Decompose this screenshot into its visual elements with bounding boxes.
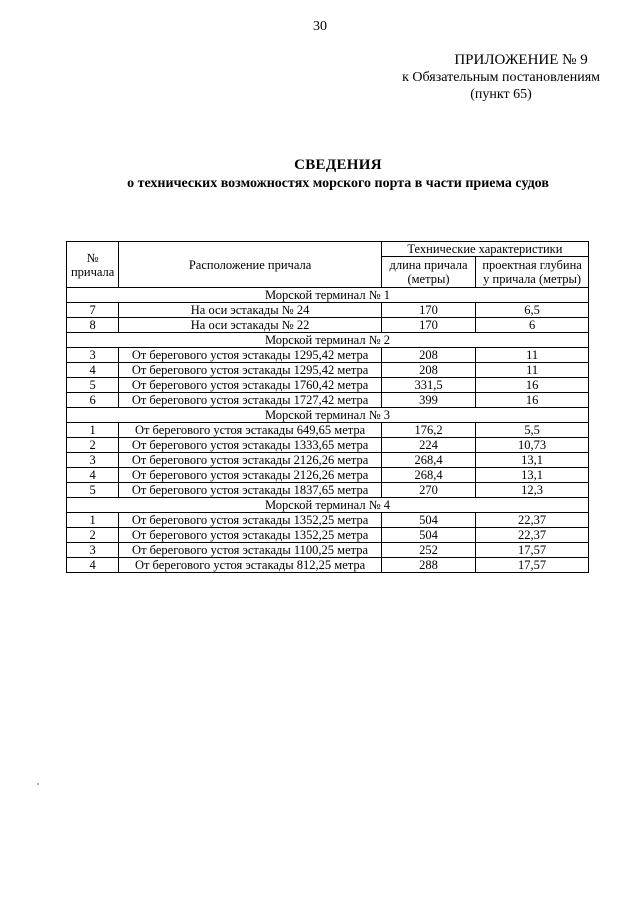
cell-length: 208 [381, 348, 475, 363]
cell-length: 176,2 [381, 423, 475, 438]
cell-depth: 17,57 [476, 543, 589, 558]
berths-table [66, 241, 589, 573]
table-row [67, 543, 589, 558]
cell-berth-no: 3 [67, 453, 119, 468]
cell-depth: 13,1 [476, 453, 589, 468]
cell-length: 288 [381, 558, 475, 573]
cell-length: 268,4 [381, 468, 475, 483]
cell-depth: 5,5 [476, 423, 589, 438]
appendix-block [402, 52, 600, 103]
table-row [67, 513, 589, 528]
terminal-header-row [67, 333, 589, 348]
cell-berth-no: 5 [67, 483, 119, 498]
scan-speck [37, 783, 39, 785]
table-row [67, 453, 589, 468]
table-row [67, 303, 589, 318]
cell-location: От берегового устоя эстакады 2126,26 метра [119, 453, 382, 468]
cell-location: На оси эстакады № 24 [119, 303, 382, 318]
cell-berth-no: 2 [67, 438, 119, 453]
document-subtitle: о технических возможностях морского порта в части приема судов [127, 176, 549, 191]
terminal-header-row [67, 408, 589, 423]
terminal-header-row [67, 288, 589, 303]
cell-location: От берегового устоя эстакады 649,65 метра [119, 423, 382, 438]
table-row [67, 318, 589, 333]
cell-depth: 16 [476, 393, 589, 408]
cell-depth: 12,3 [476, 483, 589, 498]
cell-berth-no: 5 [67, 378, 119, 393]
table-row [67, 363, 589, 378]
table-row [67, 483, 589, 498]
cell-location: От берегового устоя эстакады 1295,42 метра [119, 363, 382, 378]
cell-berth-no: 3 [67, 543, 119, 558]
cell-berth-no: 4 [67, 363, 119, 378]
cell-berth-no: 4 [67, 468, 119, 483]
table-row [67, 558, 589, 573]
cell-depth: 17,57 [476, 558, 589, 573]
terminal-name: Морской терминал № 3 [67, 408, 589, 423]
cell-length: 170 [381, 303, 475, 318]
cell-depth: 16 [476, 378, 589, 393]
cell-depth: 11 [476, 348, 589, 363]
cell-berth-no: 6 [67, 393, 119, 408]
cell-location: От берегового устоя эстакады 1333,65 метра [119, 438, 382, 453]
header-length: длина причала (метры) [381, 257, 475, 288]
cell-location: На оси эстакады № 22 [119, 318, 382, 333]
cell-location: От берегового устоя эстакады 1727,42 метра [119, 393, 382, 408]
table-row [67, 438, 589, 453]
cell-location: От берегового устоя эстакады 1352,25 метра [119, 528, 382, 543]
cell-location: От берегового устоя эстакады 1837,65 метра [119, 483, 382, 498]
cell-location: От берегового устоя эстакады 1760,42 метра [119, 378, 382, 393]
cell-length: 270 [381, 483, 475, 498]
table-row [67, 468, 589, 483]
cell-berth-no: 2 [67, 528, 119, 543]
cell-berth-no: 4 [67, 558, 119, 573]
cell-length: 331,5 [381, 378, 475, 393]
cell-depth: 6,5 [476, 303, 589, 318]
cell-berth-no: 3 [67, 348, 119, 363]
cell-length: 399 [381, 393, 475, 408]
cell-depth: 11 [476, 363, 589, 378]
cell-length: 224 [381, 438, 475, 453]
cell-location: От берегового устоя эстакады 1352,25 метра [119, 513, 382, 528]
terminal-name: Морской терминал № 4 [67, 498, 589, 513]
header-depth: проектная глубина у причала (метры) [476, 257, 589, 288]
appendix-clause: (пункт 65) [470, 87, 532, 102]
table-row [67, 378, 589, 393]
terminal-header-row [67, 498, 589, 513]
cell-length: 170 [381, 318, 475, 333]
header-tech-characteristics: Технические характеристики [381, 242, 588, 257]
cell-depth: 22,37 [476, 528, 589, 543]
appendix-title: ПРИЛОЖЕНИЕ № 9 [454, 52, 588, 68]
cell-location: От берегового устоя эстакады 1295,42 метра [119, 348, 382, 363]
cell-berth-no: 8 [67, 318, 119, 333]
document-title: СВЕДЕНИЯ [294, 157, 382, 173]
cell-length: 504 [381, 513, 475, 528]
table-row [67, 348, 589, 363]
header-location: Расположение причала [119, 242, 382, 288]
table-row [67, 393, 589, 408]
cell-depth: 6 [476, 318, 589, 333]
appendix-reference: к Обязательным постановлениям [402, 70, 600, 85]
terminal-name: Морской терминал № 2 [67, 333, 589, 348]
cell-berth-no: 1 [67, 513, 119, 528]
cell-berth-no: 1 [67, 423, 119, 438]
cell-length: 252 [381, 543, 475, 558]
cell-depth: 10,73 [476, 438, 589, 453]
page-number: 30 [313, 19, 327, 34]
table-row [67, 528, 589, 543]
cell-length: 504 [381, 528, 475, 543]
cell-depth: 22,37 [476, 513, 589, 528]
header-berth-no: № причала [67, 242, 119, 288]
cell-location: От берегового устоя эстакады 1100,25 метра [119, 543, 382, 558]
cell-location: От берегового устоя эстакады 812,25 метра [119, 558, 382, 573]
terminal-name: Морской терминал № 1 [67, 288, 589, 303]
table-row [67, 423, 589, 438]
cell-depth: 13,1 [476, 468, 589, 483]
table-body [67, 288, 589, 573]
cell-length: 268,4 [381, 453, 475, 468]
cell-location: От берегового устоя эстакады 2126,26 метра [119, 468, 382, 483]
cell-berth-no: 7 [67, 303, 119, 318]
cell-length: 208 [381, 363, 475, 378]
